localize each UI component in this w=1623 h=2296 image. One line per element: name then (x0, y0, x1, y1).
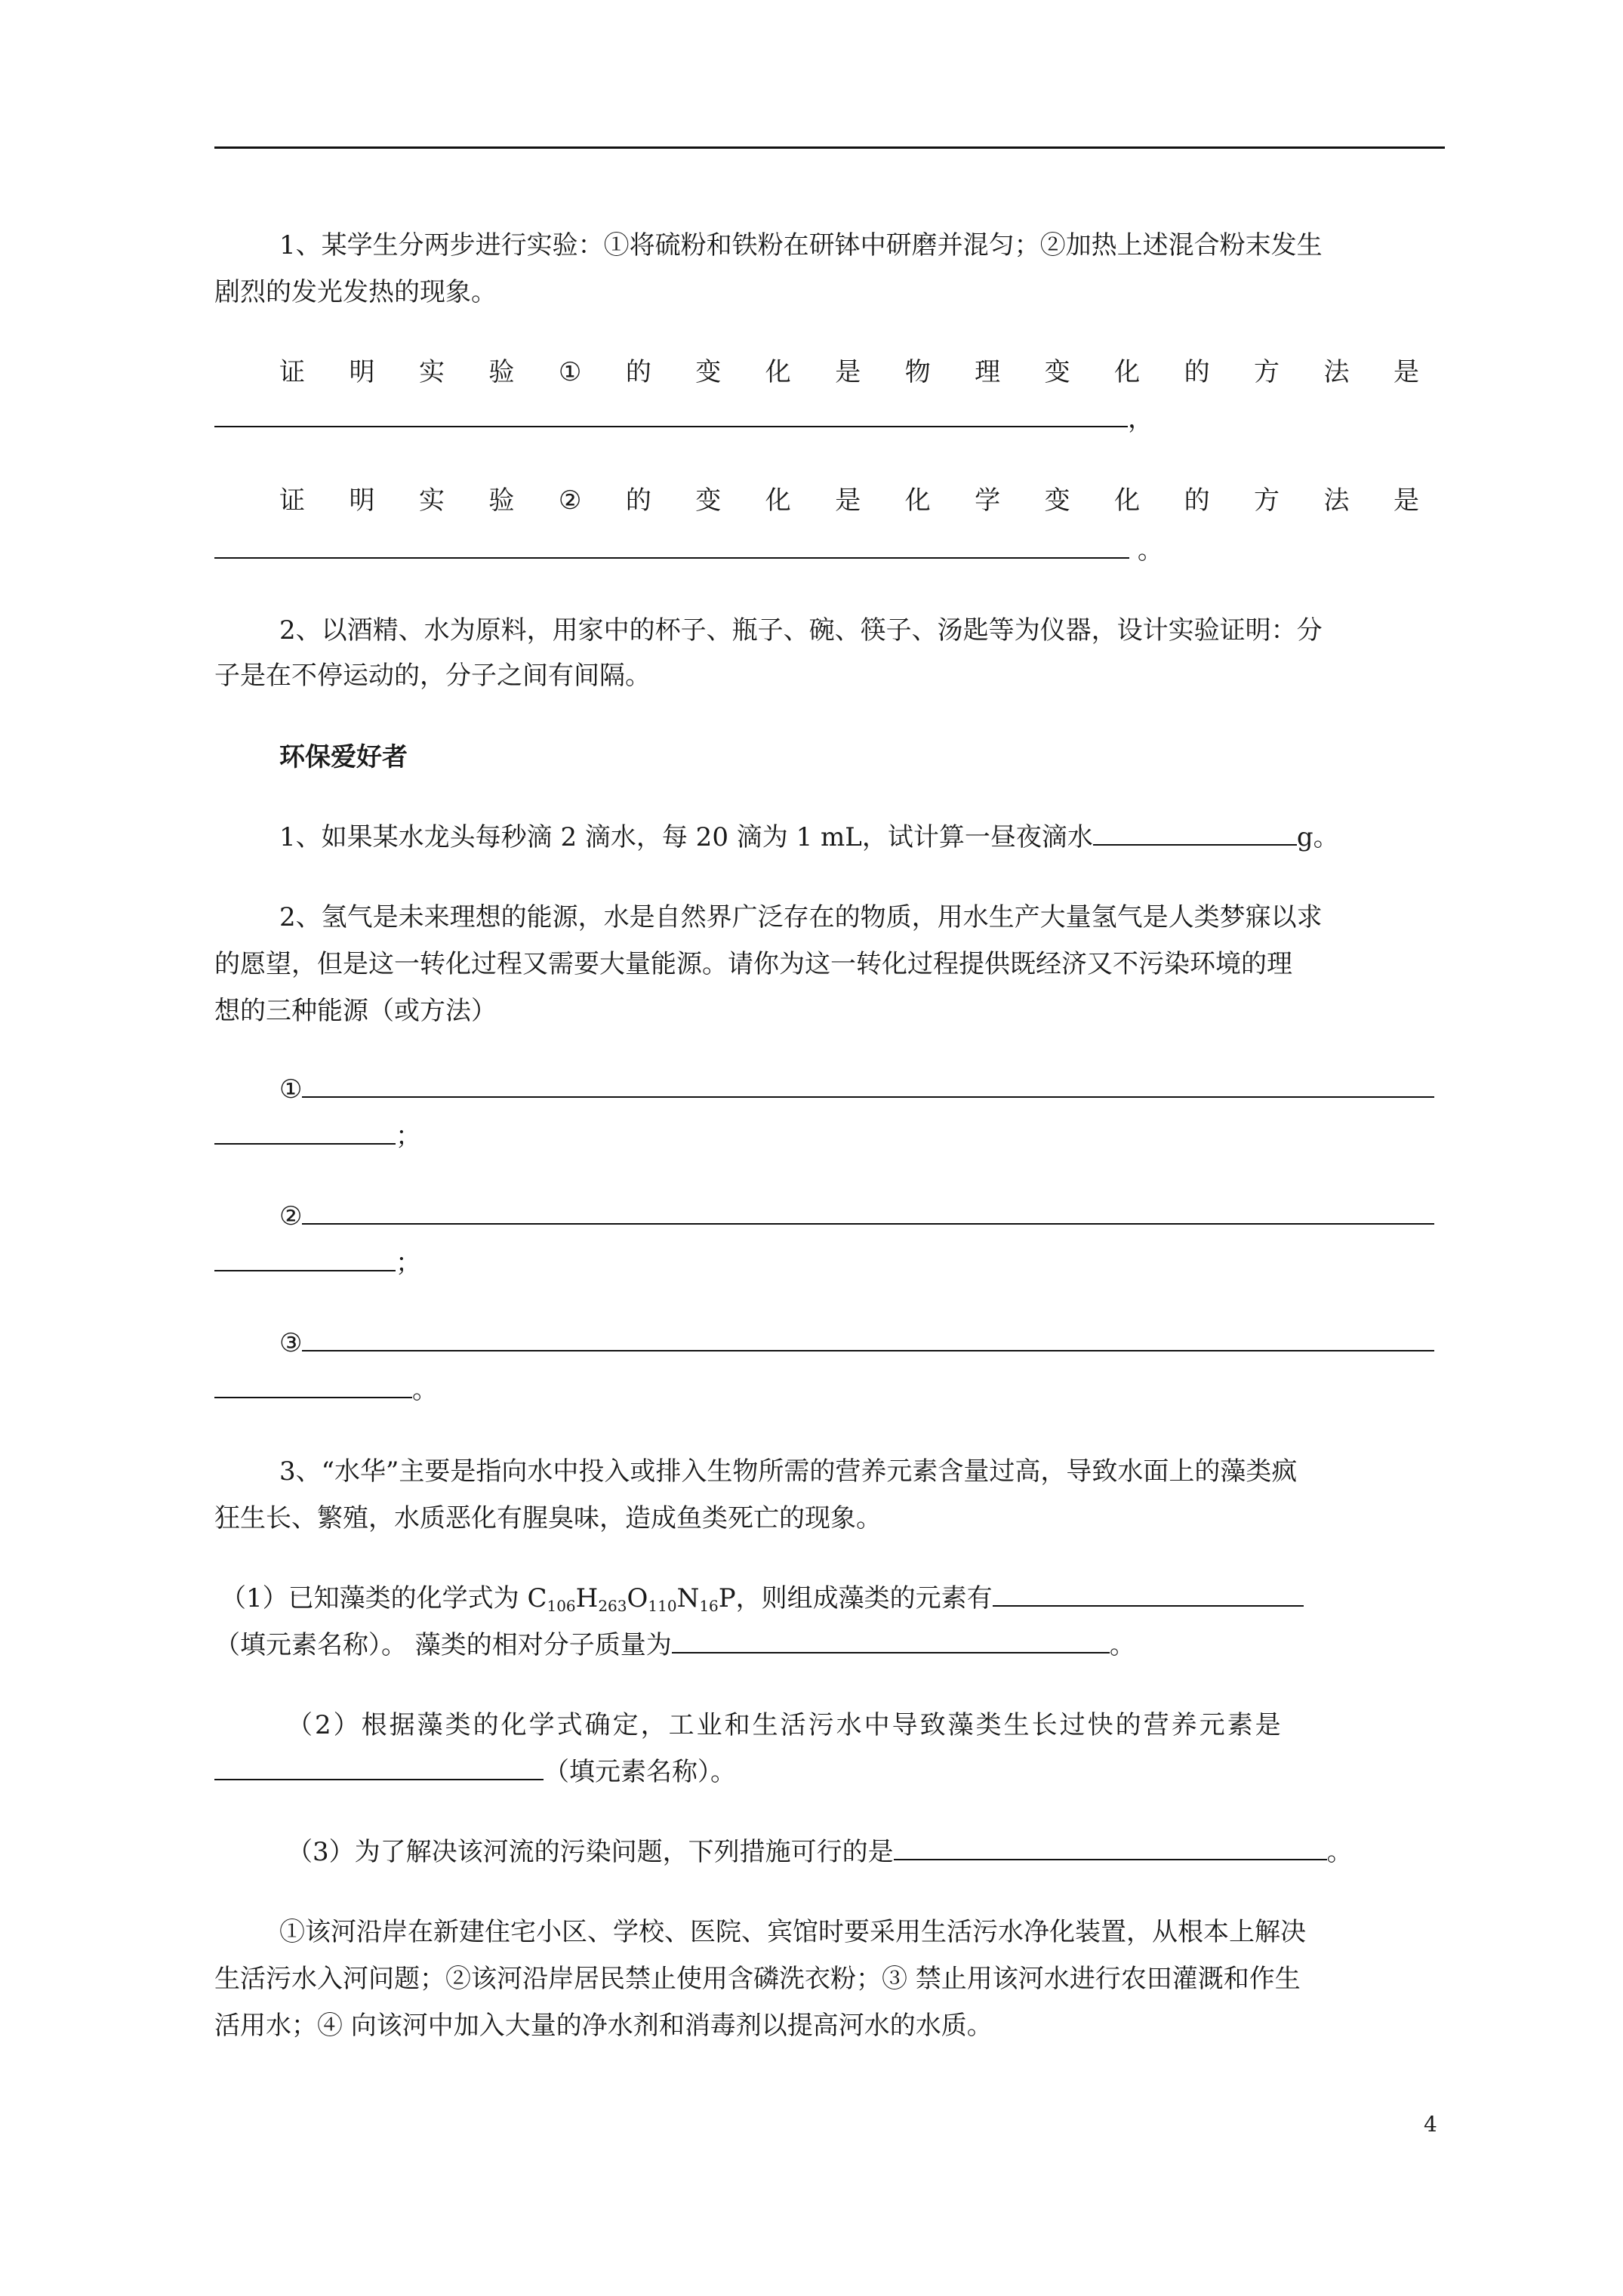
exp-answer-2 (214, 533, 1163, 568)
punctuation: 。 (1137, 535, 1163, 566)
statement-char: 方 (1254, 485, 1280, 516)
answer-blank[interactable] (672, 1628, 1110, 1653)
punctuation: ； (396, 1248, 421, 1278)
answer-blank[interactable] (214, 1373, 412, 1398)
item-marker: ② (279, 1201, 303, 1231)
statement-char: 的 (625, 357, 651, 387)
punctuation: 。 (1326, 1837, 1353, 1867)
statement-char: 的 (625, 485, 651, 516)
answer-item-2 (279, 1199, 1434, 1234)
exp-statement-1 (279, 355, 1419, 390)
statement-char: 变 (695, 485, 722, 516)
env-q2-line3: 想的三种能源（或方法） (214, 996, 497, 1026)
question-text: 1、如果某水龙头每秒滴 2 滴水，每 20 滴为 1 mL，试计算一昼夜滴水 (279, 822, 1093, 852)
answer-item-3-cont (214, 1373, 438, 1407)
env-q3-part1-line1 (220, 1581, 1304, 1616)
env-q3-part3 (287, 1835, 1353, 1869)
answer-item-2-cont (214, 1246, 421, 1281)
punctuation: 。 (1109, 1630, 1135, 1660)
statement-char: 实 (418, 485, 445, 516)
question-text: （填元素名称）。 藻类的相对分子质量为 (214, 1630, 672, 1660)
statement-char: 是 (835, 485, 861, 516)
options-line3: 活用水；④ 向该河中加入大量的净水剂和消毒剂以提高河水的水质。 (214, 2011, 993, 2041)
statement-char: 法 (1323, 485, 1350, 516)
statement-char: 化 (765, 485, 791, 516)
item-marker: ③ (279, 1328, 303, 1358)
question-text: （1）已知藻类的化学式为 (220, 1583, 528, 1613)
statement-char: 法 (1323, 357, 1350, 387)
question-text: ，则组成藻类的元素有 (735, 1583, 993, 1613)
statement-char: 变 (1044, 357, 1070, 387)
question-text: （3）为了解决该河流的污染问题，下列措施可行的是 (287, 1837, 894, 1867)
env-q3-line2: 狂生长、繁殖，水质恶化有腥臭味，造成鱼类死亡的现象。 (214, 1503, 882, 1533)
statement-char: 明 (349, 357, 375, 387)
answer-blank[interactable] (302, 1072, 1434, 1098)
statement-char: 是 (835, 357, 861, 387)
statement-char: 是 (1393, 357, 1419, 387)
statement-char: 明 (349, 485, 375, 516)
answer-blank[interactable] (214, 1246, 396, 1271)
exp-statement-2 (279, 483, 1419, 518)
env-q2-line1: 2、氢气是未来理想的能源，水是自然界广泛存在的物质，用水生产大量氢气是人类梦寐以求 (279, 902, 1323, 932)
env-q1 (279, 820, 1339, 855)
env-q3-line1: 3、“水华”主要是指向水中投入或排入生物所需的营养元素含量过高，导致水面上的藻类疯 (279, 1456, 1298, 1487)
statement-char: 实 (418, 357, 445, 387)
answer-item-1 (279, 1072, 1434, 1107)
options-line2: 生活污水入河问题；②该河沿岸居民禁止使用含磷洗衣粉；③ 禁止用该河水进行农田灌溉和作生 (214, 1964, 1301, 1994)
env-q3-part1-line2 (214, 1628, 1135, 1663)
answer-blank[interactable] (1093, 820, 1297, 846)
answer-blank[interactable] (214, 533, 1129, 559)
question-text: （填元素名称）。 (544, 1757, 736, 1787)
statement-char: 学 (975, 485, 1001, 516)
punctuation: ， (1128, 404, 1153, 434)
exp-q2-line2: 子是在不停运动的，分子之间有间隔。 (214, 661, 651, 691)
answer-item-3 (279, 1326, 1434, 1361)
chemical-formula: $C_{106}H_{263}O_{110}N_{16}P$ (527, 1583, 736, 1615)
options-line1: ①该河沿岸在新建住宅小区、学校、医院、宾馆时要采用生活污水净化装置，从根本上解决 (279, 1917, 1306, 1947)
env-q3-part2-line1: （2）根据藻类的化学式确定，工业和生活污水中导致藻类生长过快的营养元素是 (287, 1710, 1283, 1740)
statement-char: 的 (1184, 357, 1210, 387)
answer-blank[interactable] (302, 1326, 1434, 1351)
exp-q1-line1: 1、某学生分两步进行实验：①将硫粉和铁粉在研钵中研磨并混匀；②加热上述混合粉末发生 (279, 230, 1323, 260)
statement-char: 验 (488, 357, 515, 387)
statement-char: 变 (695, 357, 722, 387)
statement-char: 化 (1114, 485, 1141, 516)
statement-char: 化 (904, 485, 931, 516)
statement-char: 物 (904, 357, 931, 387)
section-title: 环保爱好者 (279, 742, 408, 772)
statement-char: ① (558, 357, 582, 387)
answer-blank[interactable] (214, 1119, 396, 1145)
answer-blank[interactable] (214, 402, 1128, 427)
answer-blank[interactable] (894, 1835, 1327, 1860)
header-rule (214, 146, 1445, 149)
punctuation: 。 (412, 1375, 438, 1405)
statement-char: 化 (765, 357, 791, 387)
env-q3-part2-line2 (214, 1755, 736, 1789)
statement-char: 的 (1184, 485, 1210, 516)
page-number: 4 (1424, 2112, 1437, 2137)
answer-blank[interactable] (302, 1199, 1434, 1225)
statement-char: 变 (1044, 485, 1070, 516)
statement-char: 是 (1393, 485, 1419, 516)
exp-q2-line1: 2、以酒精、水为原料，用家中的杯子、瓶子、碗、筷子、汤匙等为仪器，设计实验证明：分 (279, 615, 1323, 646)
answer-item-1-cont (214, 1119, 421, 1154)
statement-char: 化 (1114, 357, 1141, 387)
item-marker: ① (279, 1074, 303, 1105)
unit-text: g。 (1296, 822, 1339, 852)
exp-answer-1 (214, 402, 1153, 436)
punctuation: ； (396, 1121, 421, 1151)
statement-char: 证 (279, 485, 305, 516)
statement-char: 方 (1254, 357, 1280, 387)
statement-char: 理 (975, 357, 1001, 387)
answer-blank[interactable] (993, 1581, 1304, 1607)
answer-blank[interactable] (214, 1755, 544, 1780)
statement-char: ② (558, 485, 582, 516)
exp-q1-line2: 剧烈的发光发热的现象。 (214, 277, 497, 307)
env-q2-line2: 的愿望，但是这一转化过程又需要大量能源。请你为这一转化过程提供既经济又不污染环境的理 (214, 949, 1292, 979)
statement-char: 验 (488, 485, 515, 516)
statement-char: 证 (279, 357, 305, 387)
